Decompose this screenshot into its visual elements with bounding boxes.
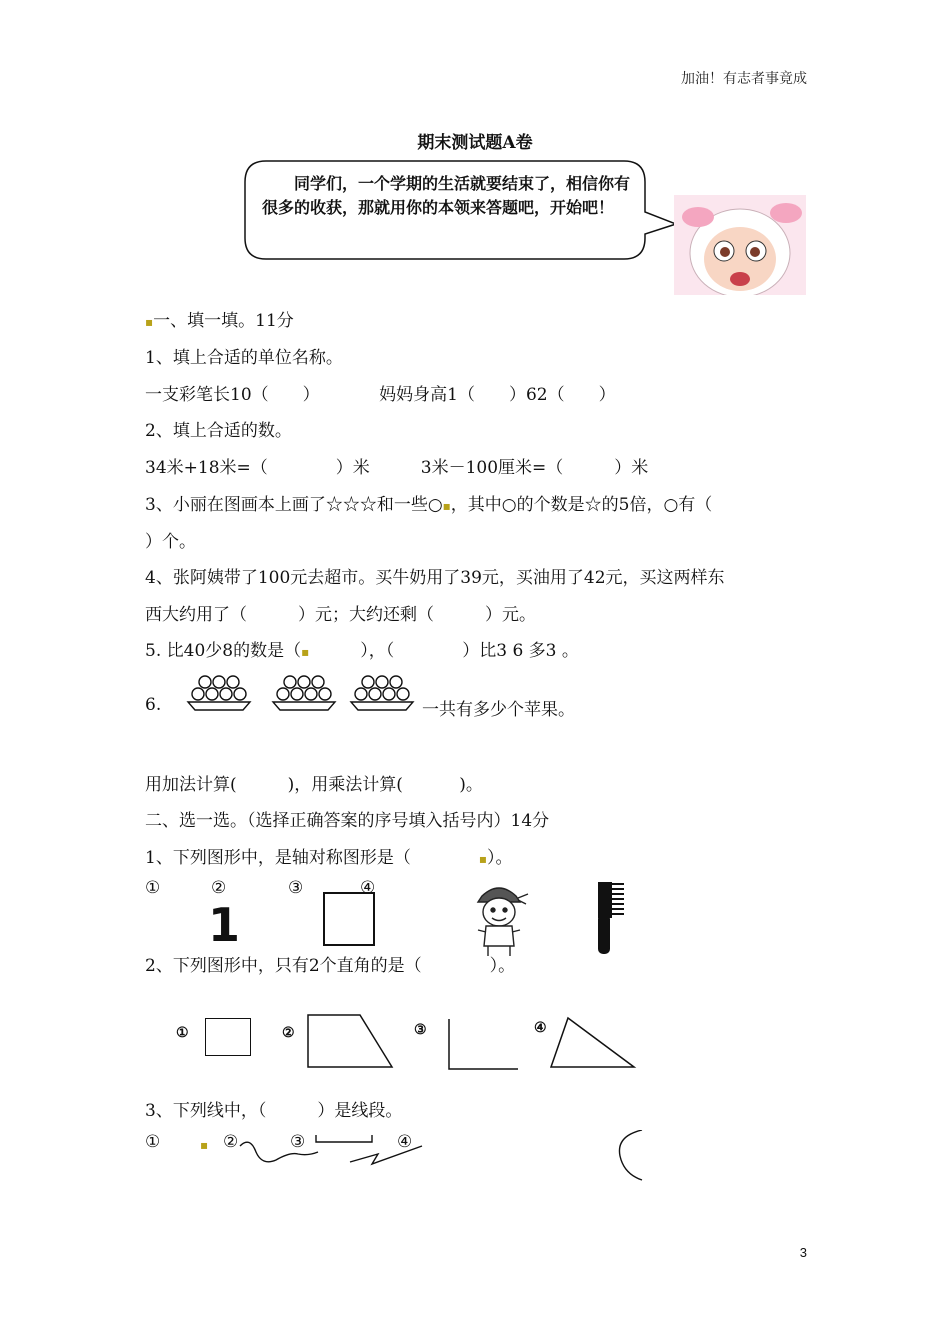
triangle-figure [548, 1015, 638, 1075]
s2-q2-option-2: ② [282, 1025, 295, 1041]
speech-bubble [244, 160, 646, 260]
trapezoid-figure [306, 1012, 396, 1074]
comb-figure [594, 880, 628, 960]
s2-q1-stem: 1、下列图形中，是轴对称图形是（ ▪）。 [145, 848, 513, 868]
section2-heading: 二、选一选。（选择正确答案的序号填入括号内）14分 [145, 811, 550, 831]
page-title: 期末测试题A卷 [417, 133, 533, 153]
page-number: 3 [799, 1245, 807, 1260]
right-angle-figure [446, 1017, 520, 1077]
q1-line: 一支彩笔长10（ ） 妈妈身高1（ ）62（ ） [145, 385, 616, 405]
q2-stem: 2、填上合适的数。 [145, 421, 292, 441]
section1-heading: ▪一、填一填。11分 [145, 311, 294, 331]
cartoon-sheep-avatar [674, 195, 806, 295]
s2-q3-option-4: ④ [397, 1132, 413, 1152]
rectangle-figure [205, 1018, 251, 1056]
q2-line: 34米+18米=（ ）米 3米－100厘米=（ ）米 [145, 458, 649, 478]
s2-q2-option-1: ① [176, 1025, 189, 1041]
zigzag-line [350, 1146, 422, 1164]
q4-line1: 4、张阿姨带了100元去超市。买牛奶用了39元，买油用了42元，买这两样东 [145, 568, 725, 588]
s2-q3-stem: 3、下列线中，（ ）是线段。 [145, 1101, 403, 1121]
s2-q1-option-4: ④ [360, 878, 376, 898]
s2-q2-option-4: ④ [534, 1020, 547, 1036]
q4-line2: 西大约用了（ ）元；大约还剩（ ）元。 [145, 605, 536, 625]
apple-basket-2 [273, 676, 335, 710]
apple-basket-1 [188, 676, 250, 710]
apple-baskets [185, 668, 420, 720]
curved-line [240, 1142, 318, 1162]
apple-basket-3 [351, 676, 413, 710]
s2-q3-option-1: ① [145, 1132, 161, 1152]
q3-line1: 3、小丽在图画本上画了☆☆☆和一些○▪，其中○的个数是☆的5倍，○有（ [145, 495, 713, 515]
digit-one-figure: 1 [208, 898, 241, 952]
header-motto: 加油！有志者事竟成 [681, 71, 807, 87]
q1-stem: 1、填上合适的单位名称。 [145, 348, 343, 368]
bubble-text: 同学们，一个学期的生活就要结束了，相信你有很多的收获，那就用你的本领来答题吧，开始吧！ [262, 174, 631, 217]
square-figure [323, 892, 375, 946]
s2-q3-option-3: ③ [290, 1132, 306, 1152]
s2-q1-option-1: ① [145, 878, 161, 898]
s2-q3-option-2: ② [223, 1132, 239, 1152]
q6-calc: 用加法计算( )，用乘法计算( )。 [145, 775, 483, 795]
q6-question: 一共有多少个苹果。 [422, 700, 575, 720]
s2-q2-stem: 2、下列图形中，只有2个直角的是（ ）。 [145, 956, 516, 976]
line-segment [316, 1135, 372, 1142]
s2-q1-option-2: ② [211, 878, 227, 898]
arc-curve [619, 1130, 642, 1180]
q6-number: 6. [145, 695, 162, 715]
line-figures [236, 1130, 656, 1194]
q5-line: 5. 比40少8的数是（▪ ），（ ）比3 6 多3 。 [145, 641, 579, 661]
small-mark: ▪ [200, 1138, 209, 1152]
q3-line2: ）个。 [145, 532, 196, 552]
s2-q2-option-3: ③ [414, 1022, 427, 1038]
s2-q1-option-3: ③ [288, 878, 304, 898]
